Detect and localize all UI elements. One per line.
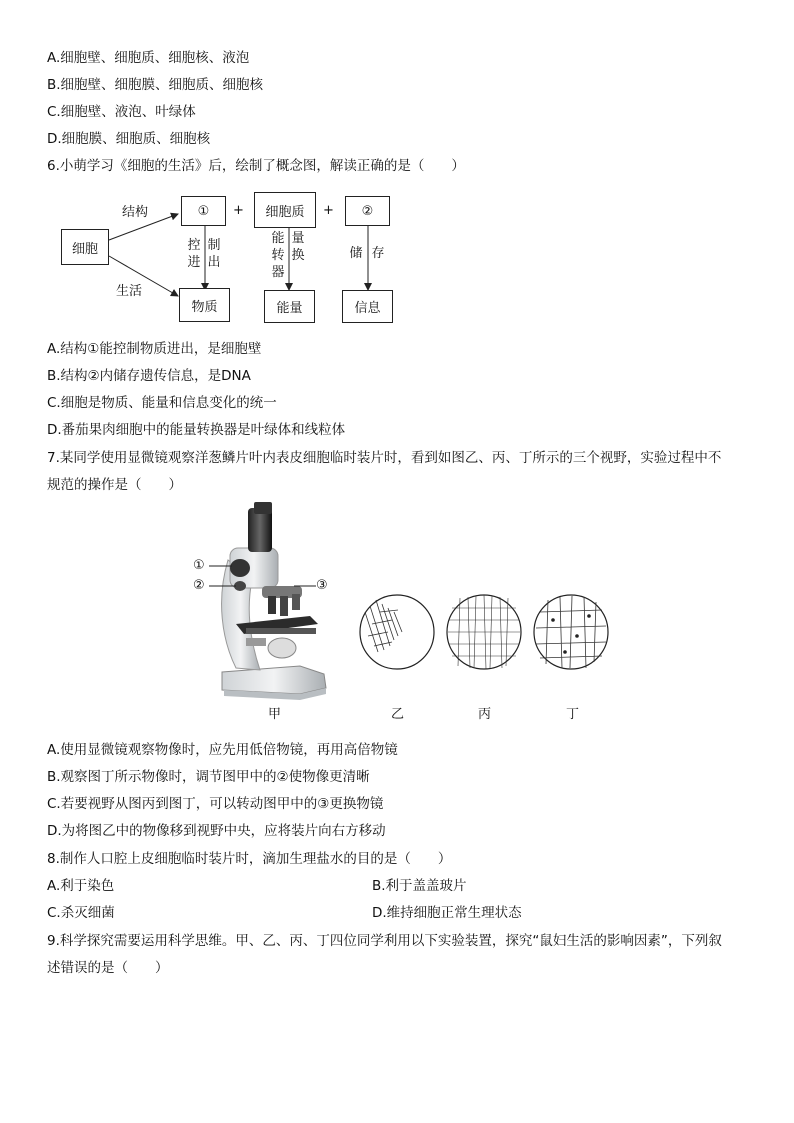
q6-stem: 6.小萌学习《细胞的生活》后，绘制了概念图，解读正确的是（ ） <box>47 158 465 174</box>
q9-stem-line2: 述错误的是（ ） <box>47 960 169 976</box>
cell-box: 细胞 <box>61 229 109 265</box>
q7-option-b: B.观察图丁所示物像时，调节图甲中的②使物像更清晰 <box>47 769 370 785</box>
caption-jia: 甲 <box>268 707 282 722</box>
q6-option-c: C.细胞是物质、能量和信息变化的统一 <box>47 395 277 411</box>
structure-label: 结构 <box>122 205 149 220</box>
q5-option-d: D.细胞膜、细胞质、细胞核 <box>47 131 211 147</box>
q6-option-d: D.番茄果肉细胞中的能量转换器是叶绿体和线粒体 <box>47 422 346 438</box>
q5-option-a: A.细胞壁、细胞质、细胞核、液泡 <box>47 50 250 66</box>
q7-option-d: D.为将图乙中的物像移到视野中央，应将装片向右方移动 <box>47 823 386 839</box>
q7-stem-line2: 规范的操作是（ ） <box>47 477 182 493</box>
q7-option-c: C.若要视野从图丙到图丁，可以转动图甲中的③更换物镜 <box>47 796 384 812</box>
life-label: 生活 <box>116 284 143 299</box>
q5-option-b: B.细胞壁、细胞膜、细胞质、细胞核 <box>47 77 264 93</box>
q8-option-b: B.利于盖盖玻片 <box>372 878 467 894</box>
energy-converter-label-left: 能转器 <box>271 231 285 280</box>
store-label-right: 存 <box>371 246 385 261</box>
q8-option-c: C.杀灭细菌 <box>47 905 115 921</box>
plus-sign-2: + <box>323 203 334 218</box>
view-yi-icon <box>360 595 434 669</box>
plus-sign-1: + <box>233 203 244 218</box>
store-label-left: 储 <box>349 246 363 261</box>
caption-yi: 乙 <box>391 707 405 722</box>
marker-1: ① <box>193 558 205 573</box>
q5-option-c: C.细胞壁、液泡、叶绿体 <box>47 104 196 120</box>
q6-option-a: A.结构①能控制物质进出，是细胞壁 <box>47 341 262 357</box>
q8-stem: 8.制作人口腔上皮细胞临时装片时，滴加生理盐水的目的是（ ） <box>47 851 452 867</box>
caption-ding: 丁 <box>566 707 580 722</box>
marker-3: ③ <box>316 578 328 593</box>
caption-bing: 丙 <box>478 707 492 722</box>
info-box: 信息 <box>342 290 393 323</box>
control-label-left: 控进 <box>187 238 201 270</box>
q9-stem-line1: 9.科学探究需要运用科学思维。甲、乙、丙、丁四位同学利用以下实验装置，探究“鼠妇生活的影响因素”，下列叙 <box>47 933 722 949</box>
q7-option-a: A.使用显微镜观察物像时，应先用低倍物镜，再用高倍物镜 <box>47 742 398 758</box>
cytoplasm-box: 细胞质 <box>254 192 316 228</box>
q7-stem-line1: 7.某同学使用显微镜观察洋葱鳞片叶内表皮细胞临时装片时，看到如图乙、丙、丁所示的三个视野，实验过程中不 <box>47 450 722 466</box>
structure-1-box: ① <box>181 196 226 226</box>
q8-option-d: D.维持细胞正常生理状态 <box>372 905 522 921</box>
view-bing-icon <box>447 595 521 669</box>
view-ding-icon <box>534 595 608 669</box>
microscope-icon <box>222 502 326 700</box>
energy-box: 能量 <box>264 290 315 323</box>
q8-option-a: A.利于染色 <box>47 878 115 894</box>
control-label-right: 制出 <box>207 238 221 270</box>
q6-option-b: B.结构②内储存遗传信息，是DNA <box>47 368 251 384</box>
marker-2: ② <box>193 578 205 593</box>
matter-box: 物质 <box>179 288 230 322</box>
energy-converter-label-right: 量换 <box>291 231 305 263</box>
structure-2-box: ② <box>345 196 390 226</box>
